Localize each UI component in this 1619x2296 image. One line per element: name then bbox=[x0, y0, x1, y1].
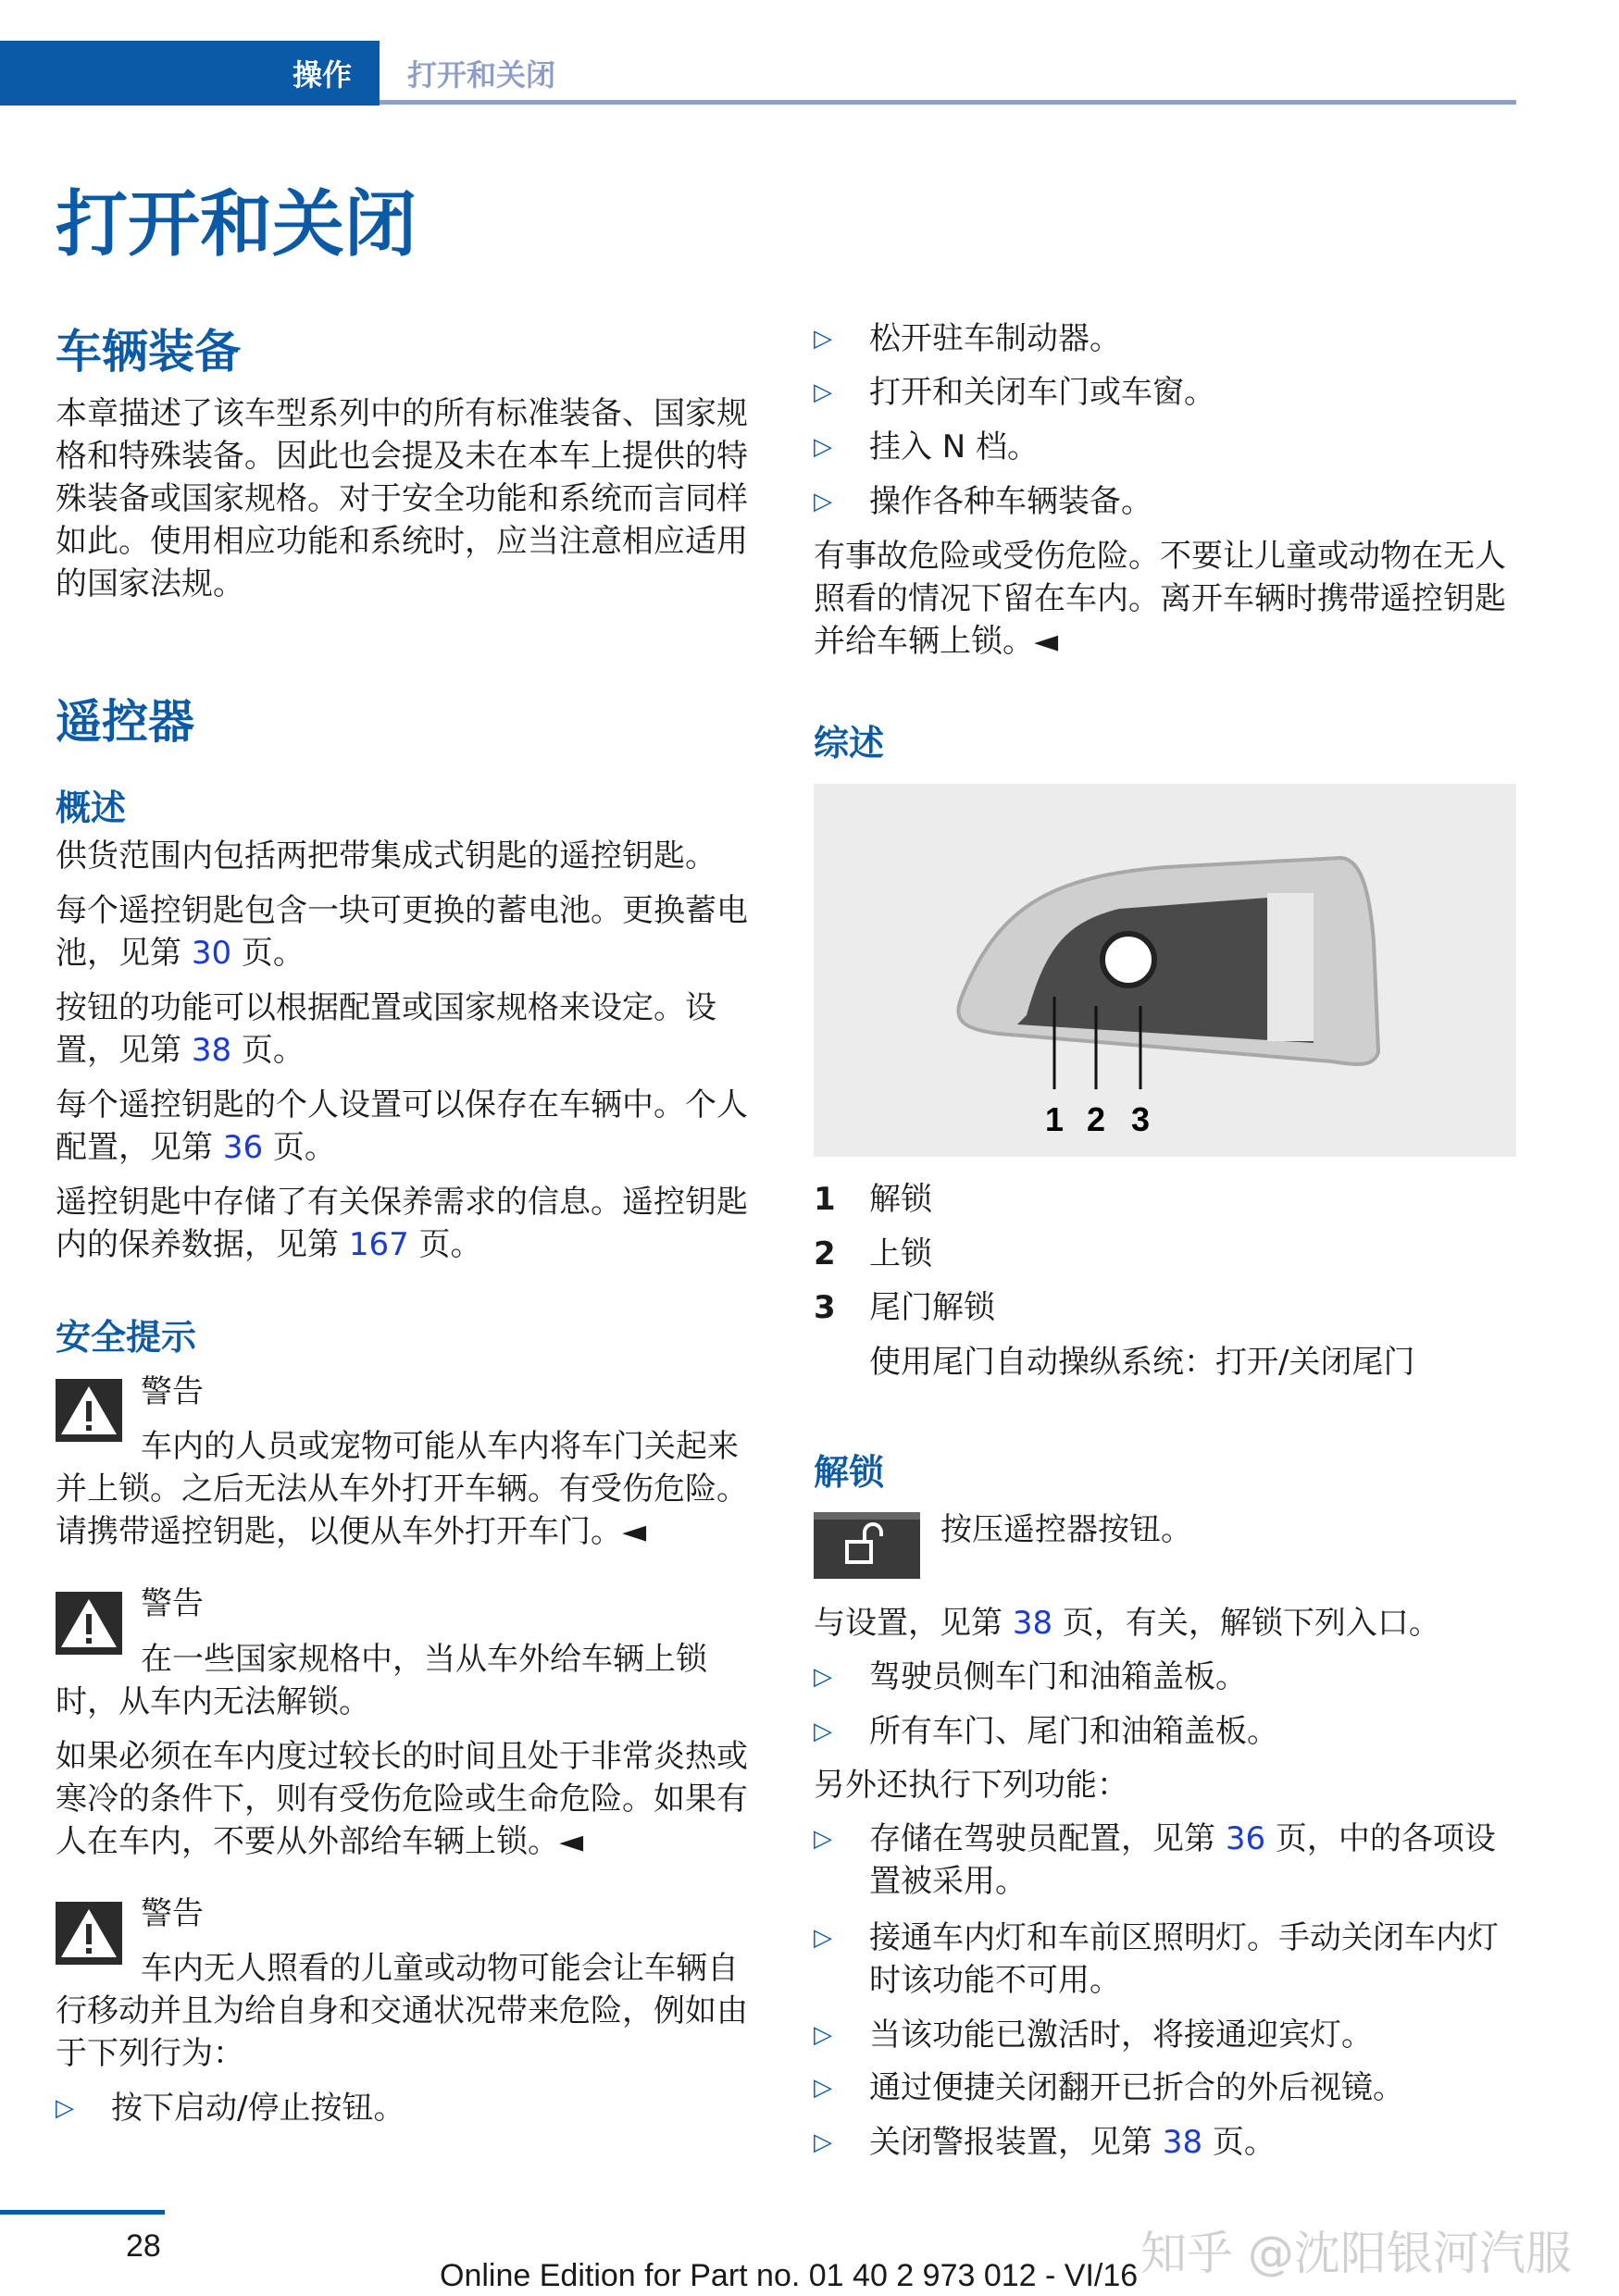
text: 页，有关，解锁下列入口。 bbox=[1052, 1605, 1440, 1642]
bullet-triangle-icon: ▷ bbox=[814, 1924, 832, 1952]
list-item-text: 接通车内灯和车前区照明灯。手动关闭车内灯时该功能不可用。 bbox=[869, 1919, 1499, 1999]
list-item-text: 按下启动/停止按钮。 bbox=[111, 2090, 405, 2127]
breadcrumb[interactable]: 打开和关闭 bbox=[407, 57, 556, 93]
list-item bbox=[814, 2121, 1517, 2164]
page-link[interactable]: 38 bbox=[1012, 1605, 1053, 1642]
warning-3-text: 车内无人照看的儿童或动物可能会让车辆自行移动并且为给自身和交通状况带来危险，例如由于下列行为： bbox=[56, 1950, 748, 2072]
text: 与设置，见第 bbox=[814, 1605, 1013, 1642]
heading-summary: 综述 bbox=[814, 723, 885, 763]
key-fob-image bbox=[814, 784, 1516, 1157]
bullet-triangle-icon: ▷ bbox=[814, 1718, 832, 1745]
header-divider bbox=[380, 100, 1516, 105]
text: 页。 bbox=[408, 1226, 482, 1263]
page-link[interactable]: 38 bbox=[1162, 2124, 1203, 2161]
bullet-triangle-icon: ▷ bbox=[814, 433, 832, 461]
text: 存储在驾驶员配置，见第 bbox=[869, 1820, 1226, 1857]
list-item-text: 操作各种车辆装备。 bbox=[869, 483, 1152, 520]
legend-label: 解锁 bbox=[869, 1181, 932, 1218]
heading-remote: 遥控器 bbox=[56, 695, 194, 749]
text: 页。 bbox=[231, 935, 305, 972]
text: 页。 bbox=[231, 1032, 305, 1069]
overview-p1: 供货范围内包括两把带集成式钥匙的遥控钥匙。 bbox=[56, 838, 716, 875]
watermark: 知乎 @沈阳银河汽服 bbox=[1140, 2227, 1572, 2280]
text: 每个遥控钥匙包含一块可更换的蓄电池。更换蓄电池，见第 bbox=[56, 892, 748, 972]
list-item-text bbox=[814, 2121, 1517, 2164]
warning-end-text: 有事故危险或受伤危险。不要让儿童或动物在无人照看的情况下留在车内。离开车辆时携带遥控钥匙并给车辆上锁。◄ bbox=[814, 538, 1506, 660]
page-link[interactable]: 30 bbox=[191, 935, 232, 972]
bullet-triangle-icon: ▷ bbox=[814, 2074, 832, 2102]
bullet-triangle-icon: ▷ bbox=[814, 2128, 832, 2156]
bullet-triangle-icon: ▷ bbox=[814, 1825, 832, 1853]
page-link[interactable]: 38 bbox=[191, 1032, 232, 1069]
page-number: 28 bbox=[126, 2228, 161, 2264]
unlock-setting-text bbox=[814, 1602, 1517, 1644]
heading-safety: 安全提示 bbox=[56, 1317, 197, 1358]
list-item-text bbox=[814, 1818, 1517, 1903]
unlock-press-text: 按压遥控器按钮。 bbox=[940, 1511, 1192, 1548]
page-link[interactable]: 36 bbox=[222, 1129, 264, 1166]
bullet-triangle-icon: ▷ bbox=[814, 325, 832, 353]
list-item-text: 当该功能已激活时，将接通迎宾灯。 bbox=[869, 2017, 1373, 2054]
legend-note: 使用尾门自动操纵系统：打开/关闭尾门 bbox=[869, 1344, 1415, 1381]
overview-p4 bbox=[56, 1084, 750, 1169]
list-item bbox=[814, 1818, 1517, 1903]
bullet-triangle-icon: ▷ bbox=[814, 2021, 832, 2049]
list-item-text: 打开和关闭车门或车窗。 bbox=[869, 374, 1215, 411]
text: 遥控钥匙中存储了有关保养需求的信息。遥控钥匙内的保养数据，见第 bbox=[56, 1184, 748, 1263]
legend-label: 尾门解锁 bbox=[869, 1289, 995, 1326]
text: 关闭警报装置，见第 bbox=[869, 2124, 1163, 2161]
warning-label: 警告 bbox=[141, 1585, 204, 1622]
also-text: 另外还执行下列功能： bbox=[814, 1767, 1128, 1804]
list-item-text: 驾驶员侧车门和油箱盖板。 bbox=[869, 1658, 1247, 1695]
text: 页。 bbox=[263, 1129, 336, 1166]
list-item-text: 松开驻车制动器。 bbox=[869, 320, 1121, 357]
callout-3: 3 bbox=[1131, 1100, 1151, 1138]
overview-p5 bbox=[56, 1181, 750, 1266]
bullet-triangle-icon: ▷ bbox=[814, 488, 832, 515]
legend-label: 上锁 bbox=[869, 1235, 932, 1272]
heading-overview: 概述 bbox=[56, 788, 127, 828]
callout-1: 1 bbox=[1045, 1100, 1065, 1138]
bullet-triangle-icon: ▷ bbox=[56, 2094, 74, 2122]
text: 页。 bbox=[1202, 2124, 1276, 2161]
bullet-triangle-icon: ▷ bbox=[814, 1663, 832, 1691]
remote-key-illustration bbox=[814, 784, 1516, 1157]
list-item-text: 所有车门、尾门和油箱盖板。 bbox=[869, 1713, 1278, 1750]
heading-equipment: 车辆装备 bbox=[56, 325, 241, 379]
list-item-text: 挂入 N 档。 bbox=[869, 428, 1040, 465]
legend-number: 3 bbox=[814, 1289, 836, 1326]
list-item-text: 通过便捷关闭翻开已折合的外后视镜。 bbox=[869, 2069, 1404, 2106]
text: 按钮的功能可以根据配置或国家规格来设定。设置，见第 bbox=[56, 989, 716, 1069]
equipment-text: 本章描述了该车型系列中的所有标准装备、国家规格和特殊装备。因此也会提及未在本车上提供的特殊装备或国家规格。对于安全功能和系统而言同样如此。使用相应功能和系统时，应当注意相应适用的国家法规。 bbox=[56, 395, 748, 602]
edition-text: Online Edition for Part no. 01 40 2 973 012 - VI/16 bbox=[440, 2258, 1139, 2293]
section-tab[interactable] bbox=[0, 41, 380, 105]
warning-label: 警告 bbox=[141, 1895, 204, 1932]
unlock-button-icon bbox=[814, 1512, 920, 1579]
legend-number: 2 bbox=[814, 1235, 836, 1272]
overview-p3 bbox=[56, 987, 750, 1072]
legend-number: 1 bbox=[814, 1181, 836, 1218]
page-link[interactable]: 36 bbox=[1225, 1820, 1266, 1857]
warning-label: 警告 bbox=[141, 1373, 204, 1410]
warning-1-text: 车内的人员或宠物可能从车内将车门关起来并上锁。之后无法从车外打开车辆。有受伤危险。请携带遥控钥匙，以便从车外打开车门。◄ bbox=[56, 1428, 748, 1550]
footer-divider bbox=[0, 2210, 165, 2215]
text: 每个遥控钥匙的个人设置可以保存在车辆中。个人配置，见第 bbox=[56, 1086, 748, 1166]
warning-2-text-a: 在一些国家规格中，当从车外给车辆上锁时，从车内无法解锁。 bbox=[56, 1641, 707, 1720]
warning-2-text-b: 如果必须在车内度过较长的时间且处于非常炎热或寒冷的条件下，则有受伤危险或生命危险。如果有人在车内，不要从外部给车辆上锁。◄ bbox=[56, 1738, 748, 1860]
bullet-triangle-icon: ▷ bbox=[814, 379, 832, 406]
page-link[interactable]: 167 bbox=[348, 1226, 409, 1263]
section-label: 操作 bbox=[292, 57, 352, 93]
overview-p2 bbox=[56, 889, 750, 974]
callout-2: 2 bbox=[1087, 1100, 1106, 1138]
text: 页，中的各项设置被采用。 bbox=[869, 1820, 1496, 1900]
heading-unlock: 解锁 bbox=[814, 1452, 885, 1493]
list-item bbox=[814, 1917, 1517, 2002]
page-title: 打开和关闭 bbox=[56, 183, 417, 267]
